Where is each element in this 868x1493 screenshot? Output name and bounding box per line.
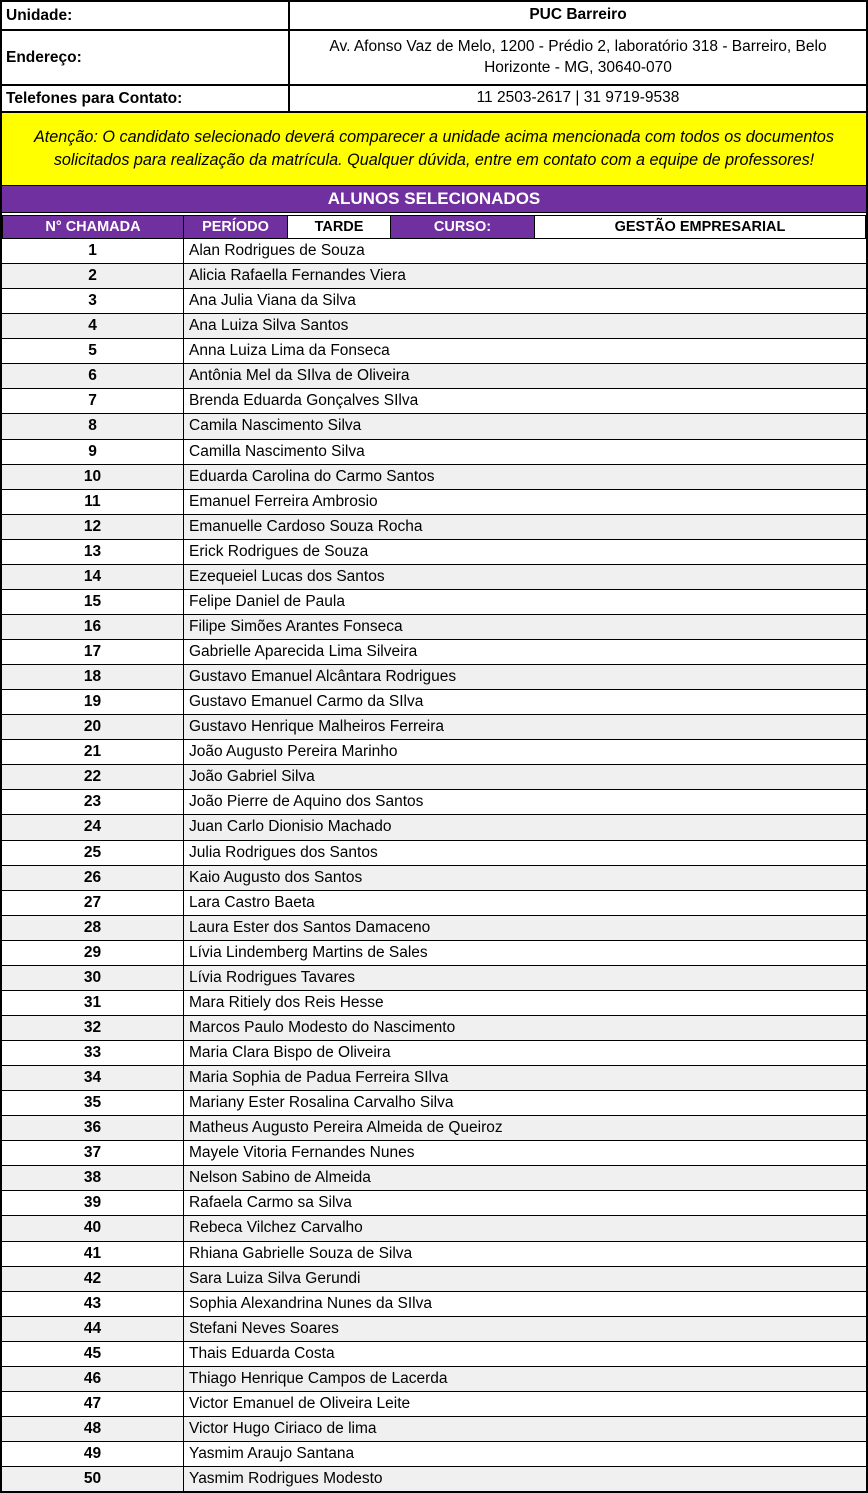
student-number: 7 [2, 389, 184, 413]
roster-row [2, 414, 866, 439]
roster-row [2, 740, 866, 765]
roster-row [2, 440, 866, 465]
roster-row [2, 1292, 866, 1317]
student-name: Kaio Augusto dos Santos [189, 868, 363, 886]
address-value: Av. Afonso Vaz de Melo, 1200 - Prédio 2, laboratório 318 - Barreiro, Belo Horizonte - MG, 30640-070 [329, 37, 827, 76]
student-number: 19 [2, 690, 184, 714]
student-name: João Gabriel Silva [189, 768, 315, 786]
student-name: Gustavo Emanuel Carmo da SIlva [189, 693, 424, 711]
roster-row [2, 1417, 866, 1442]
student-name: Mayele Vitoria Fernandes Nunes [189, 1144, 415, 1162]
student-name: Antônia Mel da SIlva de Oliveira [189, 367, 410, 385]
student-number: 32 [2, 1016, 184, 1040]
student-name: Camilla Nascimento Silva [189, 442, 365, 460]
student-number: 30 [2, 966, 184, 990]
student-number: 28 [2, 916, 184, 940]
phones-label: Telefones para Contato: [2, 86, 290, 111]
roster-row [2, 615, 866, 640]
student-name: Anna Luiza Lima da Fonseca [189, 342, 390, 360]
roster-row [2, 916, 866, 941]
student-number: 6 [2, 364, 184, 388]
roster-row [2, 289, 866, 314]
student-number: 25 [2, 841, 184, 865]
student-name: Mara Ritiely dos Reis Hesse [189, 993, 384, 1011]
student-name: Thais Eduarda Costa [189, 1344, 335, 1362]
student-name: Stefani Neves Soares [189, 1319, 339, 1337]
curso-value: GESTÃO EMPRESARIAL [534, 215, 866, 239]
roster-row [2, 1392, 866, 1417]
unit-label: Unidade: [2, 2, 290, 29]
roster-row [2, 665, 866, 690]
student-name: Lara Castro Baeta [189, 893, 315, 911]
roster-row [2, 1091, 866, 1116]
student-number: 23 [2, 790, 184, 814]
roster-row [2, 815, 866, 840]
column-header-chamada: N° CHAMADA [2, 215, 184, 239]
student-number: 21 [2, 740, 184, 764]
student-number: 9 [2, 440, 184, 464]
roster-row [2, 1141, 866, 1166]
table-subheader [2, 213, 866, 239]
student-number: 31 [2, 991, 184, 1015]
student-name: Eduarda Carolina do Carmo Santos [189, 467, 435, 485]
student-number: 18 [2, 665, 184, 689]
roster-row [2, 364, 866, 389]
student-number: 13 [2, 540, 184, 564]
roster-row [2, 339, 866, 364]
roster-row [2, 790, 866, 815]
student-number: 17 [2, 640, 184, 664]
roster-row [2, 1242, 866, 1267]
roster-row [2, 1442, 866, 1467]
section-title: ALUNOS SELECIONADOS [2, 186, 866, 213]
roster-row [2, 765, 866, 790]
student-number: 46 [2, 1367, 184, 1391]
student-name: Felipe Daniel de Paula [189, 592, 345, 610]
roster-row [2, 590, 866, 615]
student-name: Rebeca Vilchez Carvalho [189, 1219, 363, 1237]
roster-row [2, 1166, 866, 1191]
student-name: Ana Luiza Silva Santos [189, 317, 349, 335]
student-number: 22 [2, 765, 184, 789]
roster-row [2, 715, 866, 740]
attention-notice: Atenção: O candidato selecionado deverá comparecer a unidade acima mencionada com todos os documentos solicitados para realização da matrícula. Qualquer dúvida, entre em contato com a equipe de professores! [2, 113, 866, 186]
student-name: Victor Emanuel de Oliveira Leite [189, 1394, 411, 1412]
student-name: Juan Carlo Dionisio Machado [189, 818, 392, 836]
roster-row [2, 1367, 866, 1392]
student-number: 45 [2, 1342, 184, 1366]
student-name: Gustavo Emanuel Alcântara Rodrigues [189, 668, 457, 686]
student-name: Rafaela Carmo sa Silva [189, 1194, 352, 1212]
phones-value: 11 2503-2617 | 31 9719-9538 [476, 89, 680, 107]
student-number: 4 [2, 314, 184, 338]
student-number: 38 [2, 1166, 184, 1190]
roster-row [2, 490, 866, 515]
roster-row [2, 1467, 866, 1491]
student-number: 27 [2, 891, 184, 915]
student-name: Thiago Henrique Campos de Lacerda [189, 1369, 448, 1387]
student-number: 48 [2, 1417, 184, 1441]
student-number: 11 [2, 490, 184, 514]
roster-row [2, 264, 866, 289]
student-number: 26 [2, 866, 184, 890]
student-name: Erick Rodrigues de Souza [189, 542, 369, 560]
periodo-value: TARDE [287, 215, 391, 239]
roster-row [2, 841, 866, 866]
student-name: Lívia Rodrigues Tavares [189, 968, 355, 986]
student-number: 12 [2, 515, 184, 539]
roster-row [2, 540, 866, 565]
roster-row [2, 239, 866, 264]
roster-row [2, 1342, 866, 1367]
roster-row [2, 314, 866, 339]
student-number: 8 [2, 414, 184, 438]
student-number: 2 [2, 264, 184, 288]
roster-row [2, 1317, 866, 1342]
column-header-periodo: PERÍODO [183, 215, 288, 239]
student-number: 14 [2, 565, 184, 589]
roster-row [2, 1016, 866, 1041]
roster-row [2, 465, 866, 490]
student-name: Alicia Rafaella Fernandes Viera [189, 267, 406, 285]
roster-row [2, 991, 866, 1016]
student-name: Brenda Eduarda Gonçalves SIlva [189, 392, 419, 410]
roster-row [2, 966, 866, 991]
student-number: 24 [2, 815, 184, 839]
student-number: 16 [2, 615, 184, 639]
roster-row [2, 690, 866, 715]
student-name: Ezequeiel Lucas dos Santos [189, 567, 385, 585]
student-number: 15 [2, 590, 184, 614]
roster-row [2, 1267, 866, 1292]
student-number: 36 [2, 1116, 184, 1140]
student-number: 39 [2, 1191, 184, 1215]
info-row-address [2, 31, 866, 86]
roster-row [2, 941, 866, 966]
roster-row [2, 891, 866, 916]
student-number: 33 [2, 1041, 184, 1065]
student-number: 29 [2, 941, 184, 965]
student-name: João Pierre de Aquino dos Santos [189, 793, 424, 811]
student-name: Yasmim Araujo Santana [189, 1445, 355, 1463]
student-number: 35 [2, 1091, 184, 1115]
address-label: Endereço: [2, 31, 290, 84]
student-name: Filipe Simões Arantes Fonseca [189, 617, 403, 635]
student-name: Matheus Augusto Pereira Almeida de Queiroz [189, 1119, 503, 1137]
student-number: 49 [2, 1442, 184, 1466]
roster-row [2, 515, 866, 540]
student-number: 43 [2, 1292, 184, 1316]
roster-row [2, 565, 866, 590]
student-name: Alan Rodrigues de Souza [189, 242, 365, 260]
student-number: 10 [2, 465, 184, 489]
student-number: 44 [2, 1317, 184, 1341]
student-name: Emanuelle Cardoso Souza Rocha [189, 517, 423, 535]
student-name: Rhiana Gabrielle Souza de Silva [189, 1244, 413, 1262]
student-name: Mariany Ester Rosalina Carvalho Silva [189, 1094, 454, 1112]
student-name: Maria Clara Bispo de Oliveira [189, 1044, 391, 1062]
student-number: 5 [2, 339, 184, 363]
roster-row [2, 1066, 866, 1091]
student-name: Nelson Sabino de Almeida [189, 1169, 371, 1187]
student-name: Laura Ester dos Santos Damaceno [189, 918, 431, 936]
student-name: Camila Nascimento Silva [189, 417, 362, 435]
student-name: Emanuel Ferreira Ambrosio [189, 492, 378, 510]
student-number: 47 [2, 1392, 184, 1416]
student-name: João Augusto Pereira Marinho [189, 743, 398, 761]
student-name: Yasmim Rodrigues Modesto [189, 1470, 383, 1488]
roster-row [2, 1116, 866, 1141]
roster-row [2, 389, 866, 414]
student-name: Marcos Paulo Modesto do Nascimento [189, 1018, 456, 1036]
roster-row [2, 1216, 866, 1241]
roster-row [2, 1191, 866, 1216]
student-number: 34 [2, 1066, 184, 1090]
student-name: Sophia Alexandrina Nunes da SIlva [189, 1294, 432, 1312]
student-name: Gustavo Henrique Malheiros Ferreira [189, 718, 444, 736]
student-number: 20 [2, 715, 184, 739]
student-number: 1 [2, 239, 184, 263]
student-name: Julia Rodrigues dos Santos [189, 843, 378, 861]
student-name: Victor Hugo Ciriaco de lima [189, 1419, 377, 1437]
info-row-phones [2, 86, 866, 113]
student-number: 40 [2, 1216, 184, 1240]
student-number: 50 [2, 1467, 184, 1491]
student-number: 42 [2, 1267, 184, 1291]
student-number: 41 [2, 1242, 184, 1266]
column-header-curso: CURSO: [390, 215, 535, 239]
roster-row [2, 640, 866, 665]
student-name: Ana Julia Viana da Silva [189, 292, 356, 310]
student-name: Maria Sophia de Padua Ferreira SIlva [189, 1069, 449, 1087]
student-name: Gabrielle Aparecida Lima Silveira [189, 643, 418, 661]
roster-row [2, 866, 866, 891]
unit-value: PUC Barreiro [529, 6, 627, 24]
student-number: 37 [2, 1141, 184, 1165]
info-row-unit [2, 2, 866, 31]
roster-row [2, 1041, 866, 1066]
student-number: 3 [2, 289, 184, 313]
student-name: Sara Luiza Silva Gerundi [189, 1269, 361, 1287]
roster [2, 239, 866, 1491]
student-name: Lívia Lindemberg Martins de Sales [189, 943, 428, 961]
